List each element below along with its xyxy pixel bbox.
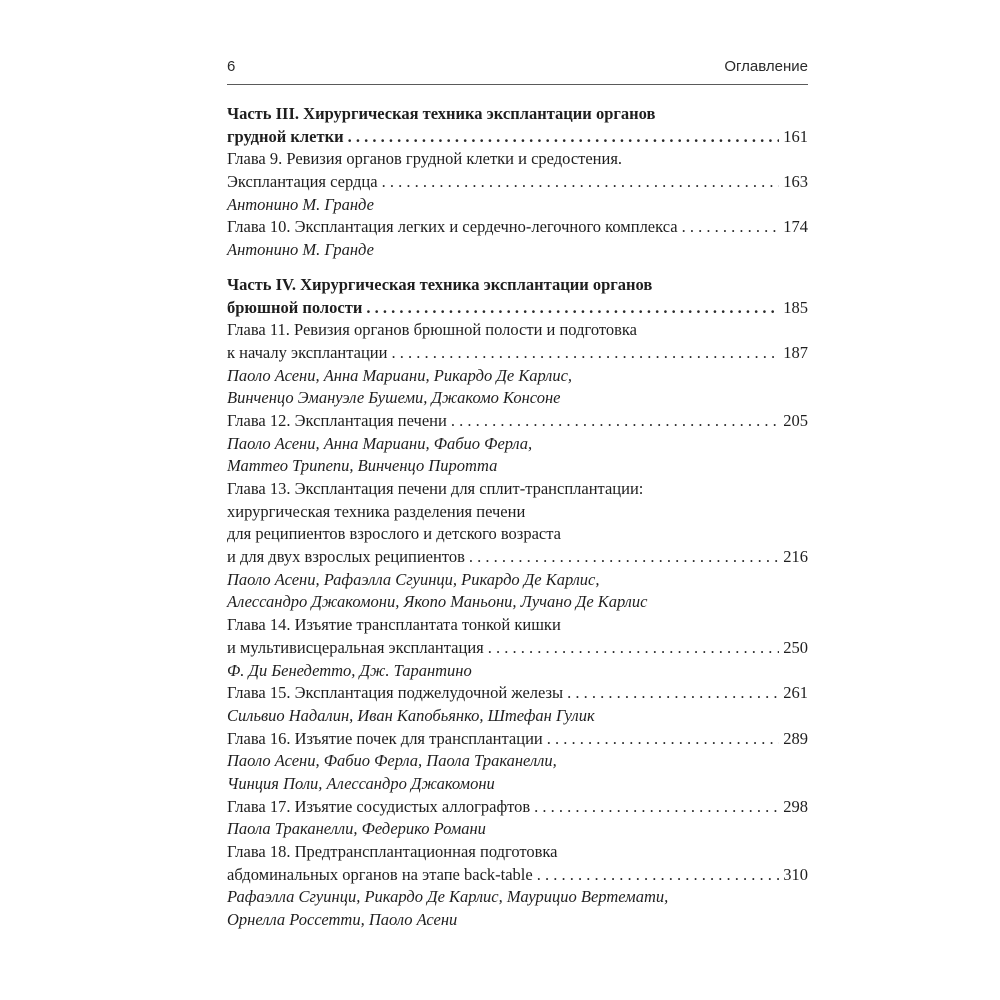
chapter-authors: Паоло Асени, Анна Мариани, Рикардо Де Карлис, <box>227 365 573 385</box>
page-ref: 298 <box>783 796 808 816</box>
chapter-title-line: к началу эксплантации <box>227 342 388 362</box>
chapter-title-line: Глава 10. Эксплантация легких и сердечно-легочного комплекса <box>227 217 678 237</box>
header-rule <box>227 84 808 85</box>
chapter-title-line: для реципиентов взрослого и детского возраста <box>227 524 561 544</box>
toc-part-3 <box>227 103 808 148</box>
dot-leader <box>469 546 779 569</box>
dot-leader <box>348 126 780 149</box>
toc-chapter-10 <box>227 216 808 261</box>
chapter-authors: Алессандро Джакомони, Якопо Маньони, Лучано Де Карлис <box>227 592 648 612</box>
chapter-authors: Винченцо Эмануэле Бушеми, Джакомо Консоне <box>227 388 561 408</box>
page-ref: 163 <box>783 172 808 192</box>
chapter-title-line: Глава 13. Эксплантация печени для сплит-трансплантации: <box>227 479 644 498</box>
chapter-authors: Сильвио Надалин, Иван Капобьянко, Штефан Гулик <box>227 705 595 725</box>
chapter-authors: Рафаэлла Сгуинци, Рикардо Де Карлис, Маурицио Вертемати, <box>227 887 669 907</box>
running-header <box>227 58 808 82</box>
toc-entry-line <box>227 682 808 705</box>
part-title-line: Часть III. Хирургическая техника эксплантации органов <box>227 104 656 123</box>
dot-leader <box>534 796 779 819</box>
chapter-authors: Паола Траканелли, Федерико Романи <box>227 819 486 839</box>
toc-chapter-12 <box>227 410 808 478</box>
chapter-title-line: абдоминальных органов на этапе back-table <box>227 864 533 884</box>
toc-entry-line <box>227 342 808 365</box>
chapter-authors: Антонино М. Гранде <box>227 194 374 214</box>
toc-chapter-14 <box>227 614 808 682</box>
toc-entry-line <box>227 864 808 887</box>
dot-leader <box>537 864 780 887</box>
page-ref: 289 <box>783 728 808 748</box>
chapter-authors: Маттео Трипепи, Винченцо Пиротта <box>227 456 498 476</box>
toc-chapter-17 <box>227 796 808 841</box>
toc-chapter-18 <box>227 841 808 932</box>
chapter-authors: Антонино М. Гранде <box>227 240 374 260</box>
chapter-title-line: Глава 12. Эксплантация печени <box>227 410 447 430</box>
page-number: 6 <box>227 58 236 75</box>
chapter-authors: Паоло Асени, Фабио Ферла, Паола Траканелли, <box>227 751 557 771</box>
dot-leader <box>451 410 779 433</box>
chapter-title-line: Глава 17. Изъятие сосудистых аллографтов <box>227 796 531 816</box>
toc-entry-line <box>227 796 808 819</box>
chapter-authors: Ф. Ди Бенедетто, Дж. Тарантино <box>227 660 472 680</box>
toc-part-4 <box>227 274 808 319</box>
toc-entry-line <box>227 171 808 194</box>
running-title: Оглавление <box>724 58 808 75</box>
page-ref: 216 <box>783 547 808 567</box>
page-ref: 174 <box>783 217 808 237</box>
toc-chapter-11 <box>227 319 808 410</box>
page-ref: 261 <box>783 683 808 703</box>
page-ref: 185 <box>783 297 808 317</box>
page-ref: 310 <box>783 864 808 884</box>
toc-entry-line <box>227 410 808 433</box>
dot-leader <box>366 297 779 320</box>
dot-leader <box>391 342 779 365</box>
chapter-title-line: и для двух взрослых реципиентов <box>227 547 465 567</box>
toc-chapter-16 <box>227 728 808 796</box>
toc-entry-line <box>227 297 808 320</box>
chapter-authors: Паоло Асени, Анна Мариани, Фабио Ферла, <box>227 433 533 453</box>
dot-leader <box>547 728 780 751</box>
part-title-line: брюшной полости <box>227 297 363 317</box>
toc-entry-line <box>227 126 808 149</box>
chapter-authors: Паоло Асени, Рафаэлла Сгуинци, Рикардо Де Карлис, <box>227 569 600 589</box>
table-of-contents <box>227 103 808 932</box>
page-ref: 205 <box>783 410 808 430</box>
page-ref: 250 <box>783 637 808 657</box>
page-ref: 187 <box>783 342 808 362</box>
page-ref: 161 <box>783 126 808 146</box>
section-gap <box>227 262 808 274</box>
chapter-title-line: Глава 16. Изъятие почек для трансплантации <box>227 728 543 748</box>
part-title-line: Часть IV. Хирургическая техника эксплантации органов <box>227 274 653 294</box>
dot-leader <box>567 682 779 705</box>
chapter-title-line: Глава 11. Ревизия органов брюшной полости и подготовка <box>227 320 637 340</box>
chapter-title-line: Эксплантация сердца <box>227 172 378 192</box>
toc-entry-line <box>227 728 808 751</box>
chapter-authors: Орнелла Россетти, Паоло Асени <box>227 910 458 930</box>
dot-leader <box>488 637 780 660</box>
dot-leader <box>382 171 780 194</box>
toc-entry-line <box>227 637 808 660</box>
chapter-title-line: Глава 18. Предтрансплантационная подготовка <box>227 842 558 861</box>
chapter-title-line: Глава 14. Изъятие трансплантата тонкой кишки <box>227 615 561 635</box>
chapter-authors: Чинция Поли, Алессандро Джакомони <box>227 773 495 793</box>
part-title-line: грудной клетки <box>227 126 344 146</box>
chapter-title-line: и мультивисцеральная эксплантация <box>227 637 484 657</box>
chapter-title-line: Глава 15. Эксплантация поджелудочной железы <box>227 683 564 703</box>
toc-entry-line <box>227 216 808 239</box>
toc-entry-line <box>227 546 808 569</box>
chapter-title-line: хирургическая техника разделения печени <box>227 501 526 521</box>
toc-chapter-9 <box>227 148 808 216</box>
dot-leader <box>682 216 780 239</box>
chapter-title-line: Глава 9. Ревизия органов грудной клетки и средостения. <box>227 149 623 169</box>
toc-chapter-13 <box>227 478 808 614</box>
toc-chapter-15 <box>227 682 808 727</box>
